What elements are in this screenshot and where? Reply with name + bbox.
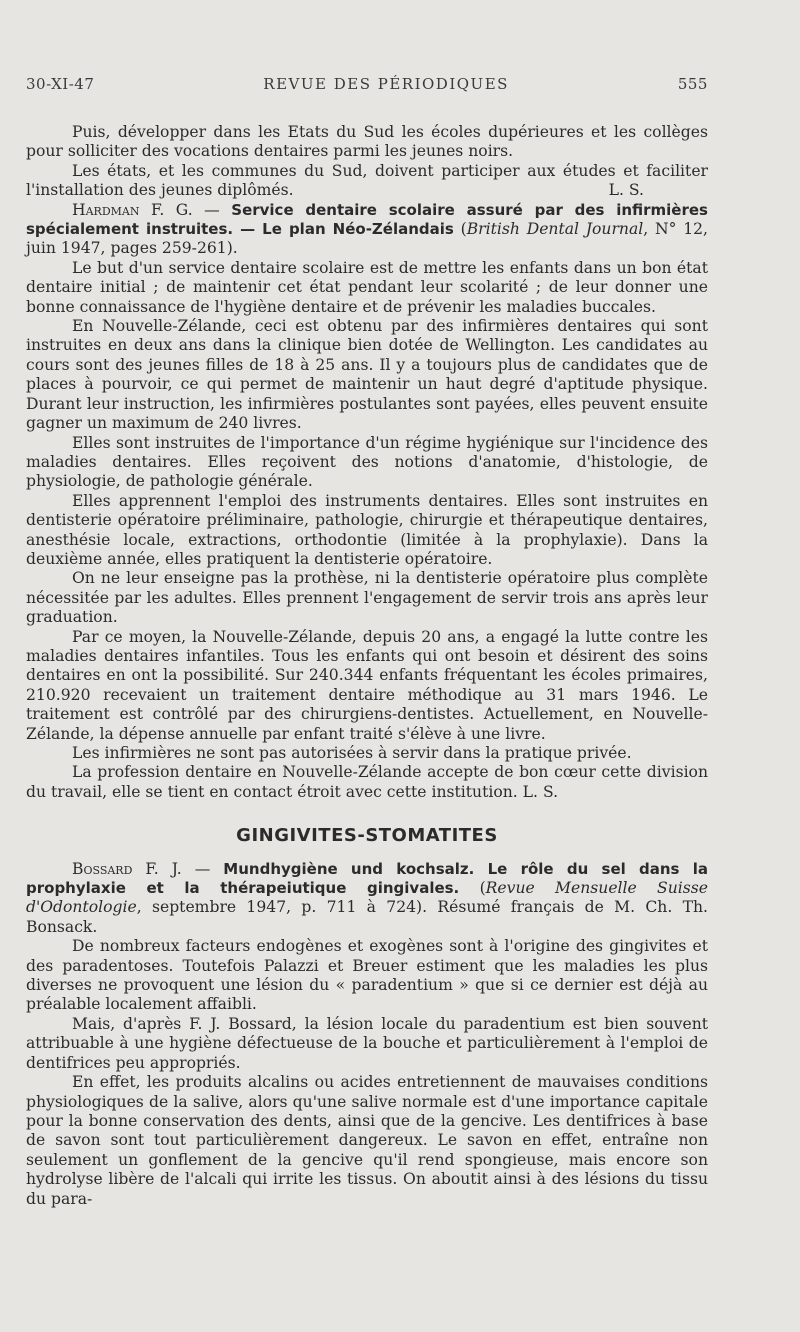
- entry-author: Bossard F. J.: [72, 859, 182, 878]
- entry-heading: Hardman F. G. — Service dentaire scolaire assuré par des infirmières spécialement instruites. — Le plan Néo-Zélandais (British Dental Journal, N° 12, juin 1947, pages 259-261).: [26, 200, 708, 258]
- entry-journal: British Dental Journal: [466, 220, 644, 239]
- entry-paragraph: Les infirmières ne sont pas autorisées à servir dans la pratique privée.: [72, 744, 632, 762]
- entry-paragraph: Elles apprennent l'emploi des instruments dentaires. Elles sont instruites en dentisterie opératoire préliminaire, pathologie, chirurgie et thérapeutique dentaires, anesthésie locale, extractions, orthodontie (limitée à la prophylaxie). Dans la deuxième année, elles pratiquent la dentisterie opératoire.: [26, 491, 708, 568]
- entry-journal: Revue Mensuelle Suisse d'Odontologie: [26, 879, 709, 917]
- entry-dash: —: [192, 200, 232, 219]
- entry-dash: —: [181, 859, 224, 878]
- entry-citation: , N° 12, juin 1947, pages 259-261).: [26, 220, 708, 258]
- entry-author: Hardman F. G.: [72, 200, 193, 219]
- entry-title: Mundhygiène und kochsalz. Le rôle du sel dans la prophylaxie et la thérapeiutique gingivales.: [26, 859, 708, 898]
- running-header: [26, 75, 708, 93]
- header-journal-title: REVUE DES PÉRIODIQUES: [263, 75, 509, 93]
- entry-paragraph: Elles sont instruites de l'importance d'un régime hygiénique sur l'incidence des maladies dentaires. Elles reçoivent des notions d'anatomie, d'histologie, de physiologie, de pathologie générale.: [26, 433, 708, 491]
- entry-paragraph: En effet, les produits alcalins ou acides entretiennent de mauvaises conditions physiologiques de la salive, alors qu'une salive normale est d'une importance capitale pour la bonne conservation des dents, ainsi que de la gencive. Les dentifrices à base de savon sont tout particulièrement dangereux. Le savon en effet, entraîne non seulement un gonflement de la gencive qu'il rend spongieuse, mais encore son hydrolyse libère de l'alcali qui irrite les tissus. On aboutit ainsi à des lésions du tissu du para-: [26, 1073, 708, 1208]
- section-heading: GINGIVITES-STOMATITES: [236, 825, 498, 847]
- entry-paragraph: On ne leur enseigne pas la prothèse, ni la dentisterie opératoire plus complète nécessitée par les adultes. Elles prennent l'engagement de servir trois ans après leur graduation.: [26, 569, 708, 627]
- entry-paragraph: La profession dentaire en Nouvelle-Zélande accepte de bon cœur cette division du travail, elle se tient en contact étroit avec cette institution. L. S.: [26, 763, 708, 801]
- signature: L. S.: [608, 181, 644, 200]
- intro-paragraph: Puis, développer dans les Etats du Sud les écoles dupérieures et les collèges pour solliciter des vocations dentaires parmi les jeunes noirs.: [26, 123, 708, 161]
- entry-paragraph: En Nouvelle-Zélande, ceci est obtenu par des infirmières dentaires qui sont instruites en deux ans dans la clinique bien dotée de Wellington. Les candidates au cours sont des jeunes filles de 18 à 25 ans. Il y a toujours plus de candidates que de places à pourvoir, ce qui permet de maintenir un haut degré d'aptitude physique. Durant leur instruction, les infirmières postulantes sont payées, elles peuvent ensuite gagner un maximum de 240 livres.: [26, 317, 708, 433]
- intro-paragraph: [26, 162, 708, 201]
- header-date: 30-XI-47: [26, 75, 95, 93]
- entry-paragraph: De nombreux facteurs endogènes et exogènes sont à l'origine des gingivites et des paradentoses. Toutefois Palazzi et Breuer estiment que les maladies les plus diverses ne provoquent une lésion du « paradentium » que si ce dernier est déjà au préalable localement affaibli.: [26, 937, 708, 1014]
- entry-citation: , septembre 1947, p. 711 à 724). Résumé français de M. Ch. Th. Bonsack.: [26, 898, 708, 936]
- entry-subtitle: — Le plan Néo-Zélandais: [233, 220, 454, 239]
- page-number: 555: [677, 75, 708, 93]
- intro-paragraph-text: Les états, et les communes du Sud, doivent participer aux études et faciliter l'installation des jeunes diplômés.: [26, 161, 708, 200]
- entry-paragraph: Par ce moyen, la Nouvelle-Zélande, depuis 20 ans, a engagé la lutte contre les maladies dentaires infantiles. Tous les enfants qui ont besoin et désirent des soins dentaires en ont la possibilité. Sur 240.344 enfants fréquentant les écoles primaires, 210.920 recevaient un traitement dentaire méthodique au 31 mars 1946. Le traitement est contrôlé par des chirurgiens-dentistes. Actuellement, en Nouvelle-Zélande, la dépense annuelle par enfant traité s'élève à une livre.: [26, 627, 708, 743]
- entry-title: Service dentaire scolaire assuré par des infirmières spécialement instruites.: [26, 200, 708, 239]
- entry-paragraph: Mais, d'après F. J. Bossard, la lésion locale du paradentium est bien souvent attribuable à une hygiène défectueuse de la bouche et particulièrement à l'emploi de dentifrices peu appropriés.: [26, 1014, 708, 1072]
- entry-paragraph: Le but d'un service dentaire scolaire est de mettre les enfants dans un bon état dentaire initial ; de maintenir cet état pendant leur scolarité ; de leur donner une bonne connaissance de l'hygiène dentaire et de prévenir les maladies buccales.: [26, 258, 708, 316]
- entry-heading: Bossard F. J. — Mundhygiène und kochsalz. Le rôle du sel dans la prophylaxie et la thérapeiutique gingivales. (Revue Mensuelle Suisse d'Odontologie, septembre 1947, p. 711 à 724). Résumé français de M. Ch. Th. Bonsack.: [26, 859, 709, 936]
- body-text: [26, 123, 708, 1209]
